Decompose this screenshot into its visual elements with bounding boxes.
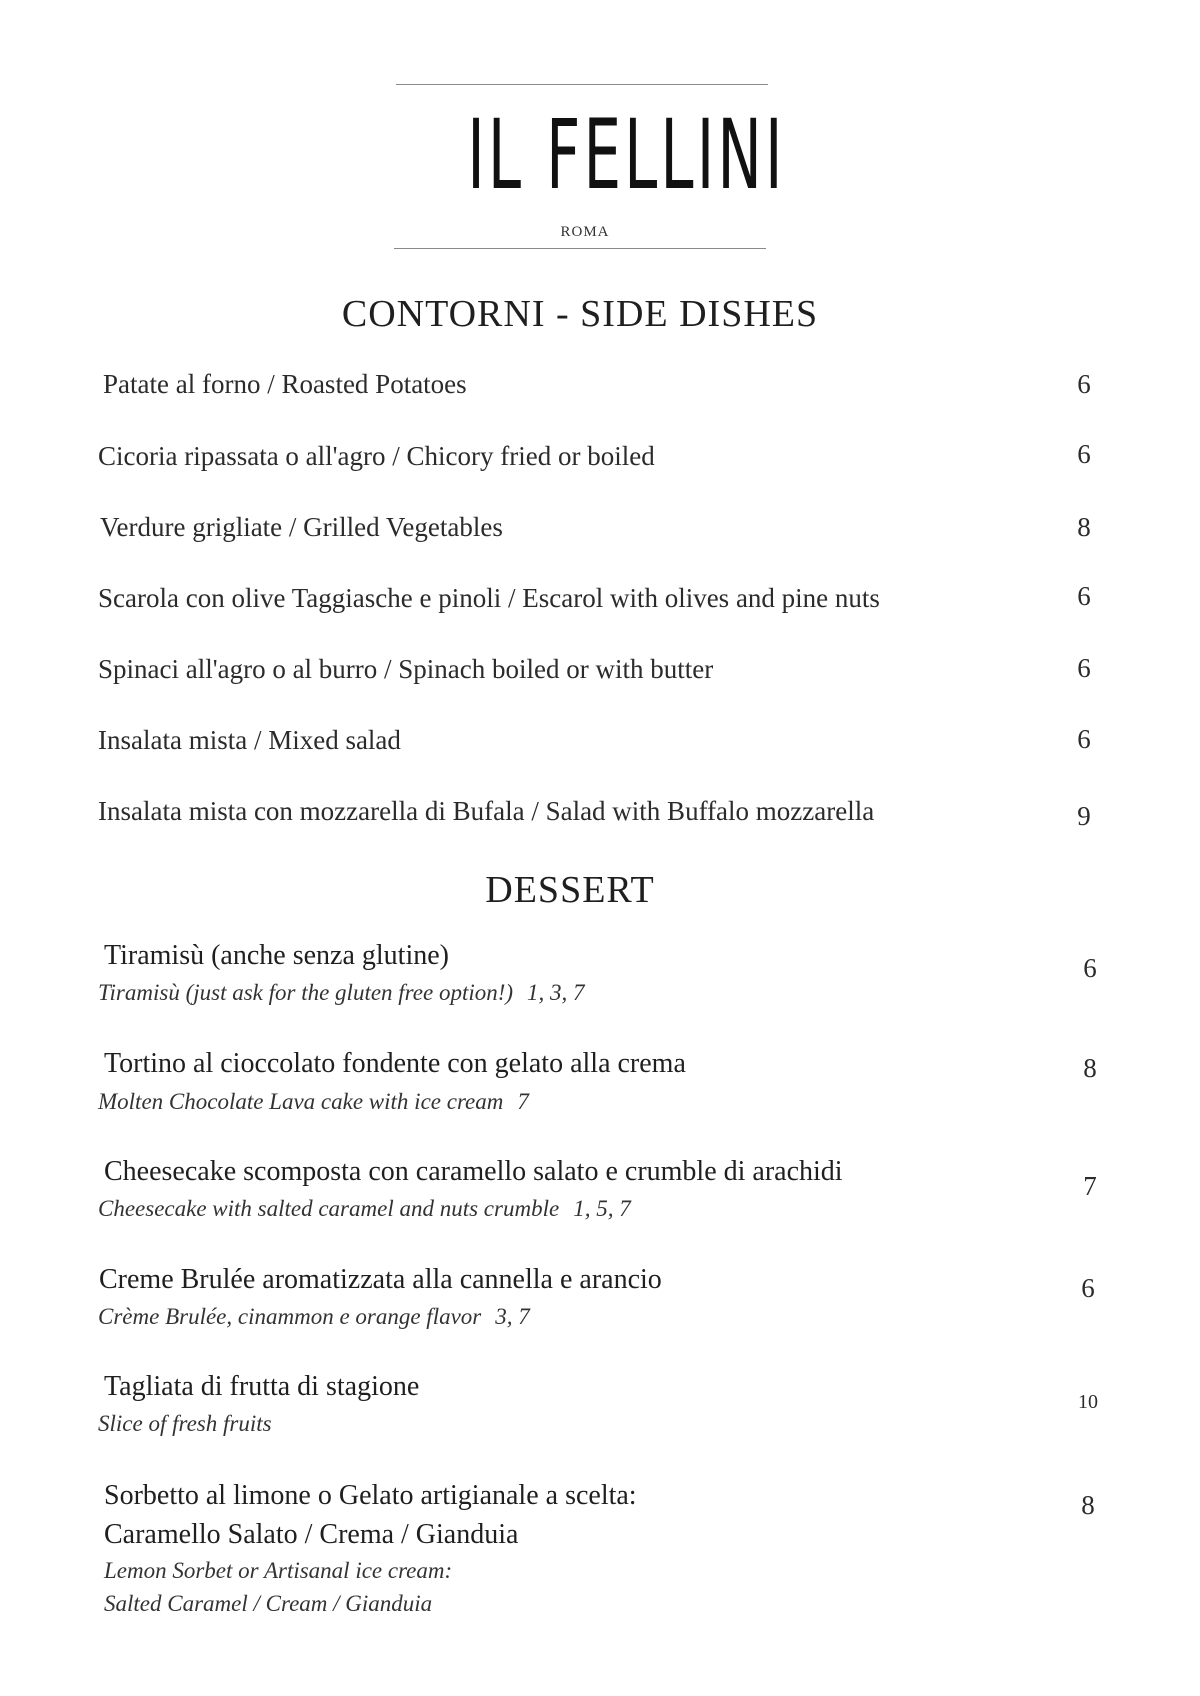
dessert-subtitle-text: Tiramisù (just ask for the gluten free option!) [98,980,514,1005]
side-item-price: 9 [1077,801,1091,831]
side-item-price: 6 [1077,724,1091,754]
sides-section-title: CONTORNI - SIDE DISHES [341,293,819,335]
dessert-subtitle-text: Molten Chocolate Lava cake with ice cream [98,1089,504,1114]
side-item-name: Patate al forno / Roasted Potatoes [103,369,467,399]
dessert-section-title: DESSERT [485,869,655,911]
side-item-price: 6 [1077,369,1091,399]
dessert-item-subtitle [98,1409,272,1439]
dessert-item-name: Cheesecake scomposta con caramello salato e crumble di arachidi [104,1156,843,1187]
dessert-item-price: 7 [1083,1171,1097,1201]
header-bottom-rule [394,248,766,249]
header-top-rule [396,84,768,85]
side-item-price: 6 [1077,439,1091,469]
dessert-item-name: Creme Brulée aromatizzata alla cannella e arancio [99,1264,662,1295]
dessert-item-price: 6 [1081,1273,1095,1303]
dessert-allergens: 1, 5, 7 [573,1196,631,1221]
dessert-item-subtitle: Lemon Sorbet or Artisanal ice cream: [104,1558,453,1583]
dessert-item-name: Tortino al cioccolato fondente con gelato alla crema [104,1048,686,1079]
dessert-allergens: 3, 7 [495,1304,530,1329]
restaurant-city: ROMA [560,224,610,240]
side-item-name: Verdure grigliate / Grilled Vegetables [100,512,503,542]
dessert-item-price: 8 [1083,1053,1097,1083]
side-item-price: 8 [1077,512,1091,542]
dessert-item-name: Tagliata di frutta di stagione [104,1371,420,1402]
side-item-name: Insalata mista / Mixed salad [98,725,401,755]
dessert-item-subtitle [98,1087,529,1117]
side-item-name: Spinaci all'agro o al burro / Spinach boiled or with butter [98,654,714,684]
dessert-subtitle-text: Cheesecake with salted caramel and nuts crumble [98,1196,560,1221]
side-item-name: Scarola con olive Taggiasche e pinoli / Escarol with olives and pine nuts [98,583,880,613]
dessert-subtitle-text: Crème Brulée, cinammon e orange flavor [98,1304,482,1329]
dessert-allergens: 7 [517,1089,529,1114]
dessert-item-subtitle [98,1194,631,1224]
side-item-name: Cicoria ripassata o all'agro / Chicory fried or boiled [98,441,655,471]
side-item-price: 6 [1077,581,1091,611]
side-item-price: 6 [1077,653,1091,683]
dessert-item-subtitle [98,1302,530,1332]
dessert-subtitle-text: Slice of fresh fruits [98,1411,272,1436]
dessert-item-price: 6 [1083,953,1097,983]
dessert-item-price: 10 [1078,1391,1098,1413]
dessert-item-price: 8 [1081,1490,1095,1520]
dessert-item-name-line2: Caramello Salato / Crema / Gianduia [104,1519,519,1550]
dessert-item-name: Sorbetto al limone o Gelato artigianale a scelta: [104,1480,637,1511]
dessert-item-name: Tiramisù (anche senza glutine) [104,940,449,971]
restaurant-logo: IL FELLINI [467,99,786,211]
dessert-item-subtitle [98,978,585,1008]
dessert-allergens: 1, 3, 7 [527,980,585,1005]
dessert-item-subtitle-line2: Salted Caramel / Cream / Gianduia [104,1591,433,1616]
side-item-name: Insalata mista con mozzarella di Bufala / Salad with Buffalo mozzarella [98,796,875,826]
